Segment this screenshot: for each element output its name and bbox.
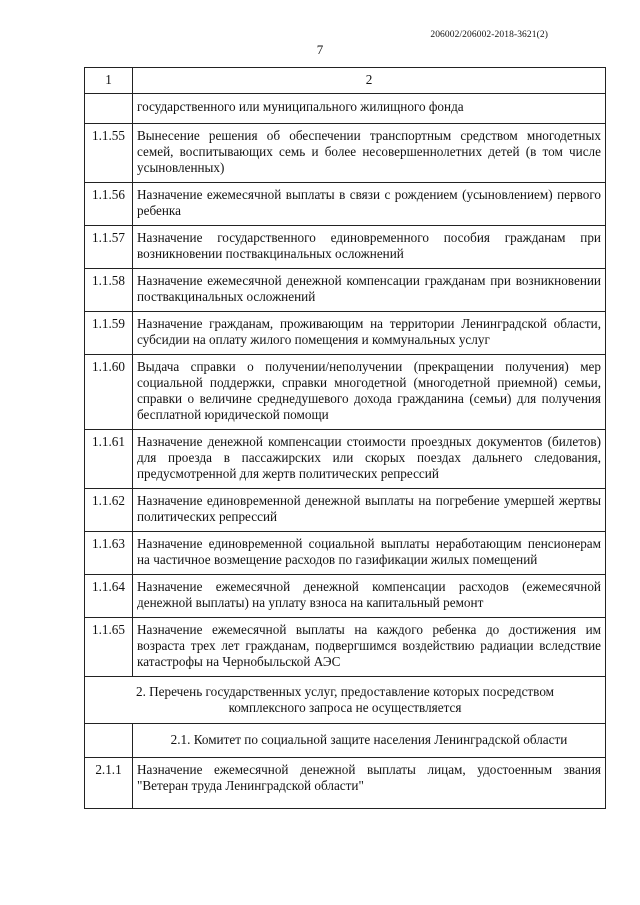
- subsection-heading: 2.1. Комитет по социальной защите населения Ленинградской области: [133, 724, 606, 758]
- section-heading: 2. Перечень государственных услуг, предоставление которых посредством комплексного запроса не осуществляется: [85, 677, 606, 724]
- row-text: Назначение ежемесячной выплаты на каждого ребенка до достижения им возраста трех лет гражданам, подвергшимся воздействию радиации вследствие катастрофы на Чернобыльской АЭС: [133, 618, 606, 677]
- document-id: 206002/206002-2018-3621(2): [430, 30, 548, 40]
- table-row: [85, 312, 606, 355]
- row-number: [85, 94, 133, 124]
- row-number: 2.1.1: [85, 758, 133, 809]
- table-row: [85, 226, 606, 269]
- row-text: Назначение ежемесячной денежной компенсации гражданам при возникновении поствакцинальных осложнений: [133, 269, 606, 312]
- row-number: 1.1.63: [85, 532, 133, 575]
- row-text: Назначение единовременной денежной выплаты на погребение умершей жертвы политических репрессий: [133, 489, 606, 532]
- row-number: 1.1.58: [85, 269, 133, 312]
- row-text: Вынесение решения об обеспечении транспортным средством многодетных семей, воспитывающих семь и более несовершеннолетних детей (в том числе усыновленных): [133, 124, 606, 183]
- row-number: 1.1.56: [85, 183, 133, 226]
- row-number: [85, 724, 133, 758]
- row-text: Назначение денежной компенсации стоимости проездных документов (билетов) для проезда в пассажирских или скорых поездах дальнего следования, предусмотренной для жертв политических репрессий: [133, 430, 606, 489]
- table-row: [85, 183, 606, 226]
- table-row: [85, 430, 606, 489]
- row-number: 1.1.65: [85, 618, 133, 677]
- table-row: [85, 124, 606, 183]
- row-number: 1.1.60: [85, 355, 133, 430]
- table-row: [85, 269, 606, 312]
- row-number: 1.1.57: [85, 226, 133, 269]
- table-row: [85, 575, 606, 618]
- page-number: 7: [316, 42, 324, 57]
- row-number: 1.1.61: [85, 430, 133, 489]
- row-number: 1.1.59: [85, 312, 133, 355]
- row-text: Назначение гражданам, проживающим на территории Ленинградской области, субсидии на оплату жилого помещения и коммунальных услуг: [133, 312, 606, 355]
- table-row: [85, 758, 606, 809]
- row-text: Назначение ежемесячной денежной выплаты лицам, удостоенным звания "Ветеран труда Ленинградской области": [133, 758, 606, 809]
- subsection-heading-row: [85, 724, 606, 758]
- table-row: [85, 355, 606, 430]
- row-number: 1.1.62: [85, 489, 133, 532]
- row-text: Назначение ежемесячной выплаты в связи с рождением (усыновлением) первого ребенка: [133, 183, 606, 226]
- column-header-2: 2: [133, 68, 606, 94]
- table-row: [85, 532, 606, 575]
- table-header-row: [85, 68, 606, 94]
- column-header-1: 1: [85, 68, 133, 94]
- row-text: Назначение единовременной социальной выплаты неработающим пенсионерам на частичное возмещение расходов по газификации жилых помещений: [133, 532, 606, 575]
- row-number: 1.1.64: [85, 575, 133, 618]
- table-row: [85, 618, 606, 677]
- row-text: Назначение государственного единовременного пособия гражданам при возникновении поствакцинальных осложнений: [133, 226, 606, 269]
- table-row: [85, 489, 606, 532]
- row-text: Назначение ежемесячной денежной компенсации расходов (ежемесячной денежной выплаты) на уплату взноса на капитальный ремонт: [133, 575, 606, 618]
- table-row: [85, 94, 606, 124]
- row-text: Выдача справки о получении/неполучении (прекращении получения) мер социальной поддержки, справки многодетной (многодетной приемной) семьи, справки о величине среднедушевого дохода гражданина (семьи) для получения бесплатной юридической помощи: [133, 355, 606, 430]
- row-number: 1.1.55: [85, 124, 133, 183]
- row-text: государственного или муниципального жилищного фонда: [133, 94, 606, 124]
- section-heading-row: [85, 677, 606, 724]
- services-table: [84, 67, 606, 809]
